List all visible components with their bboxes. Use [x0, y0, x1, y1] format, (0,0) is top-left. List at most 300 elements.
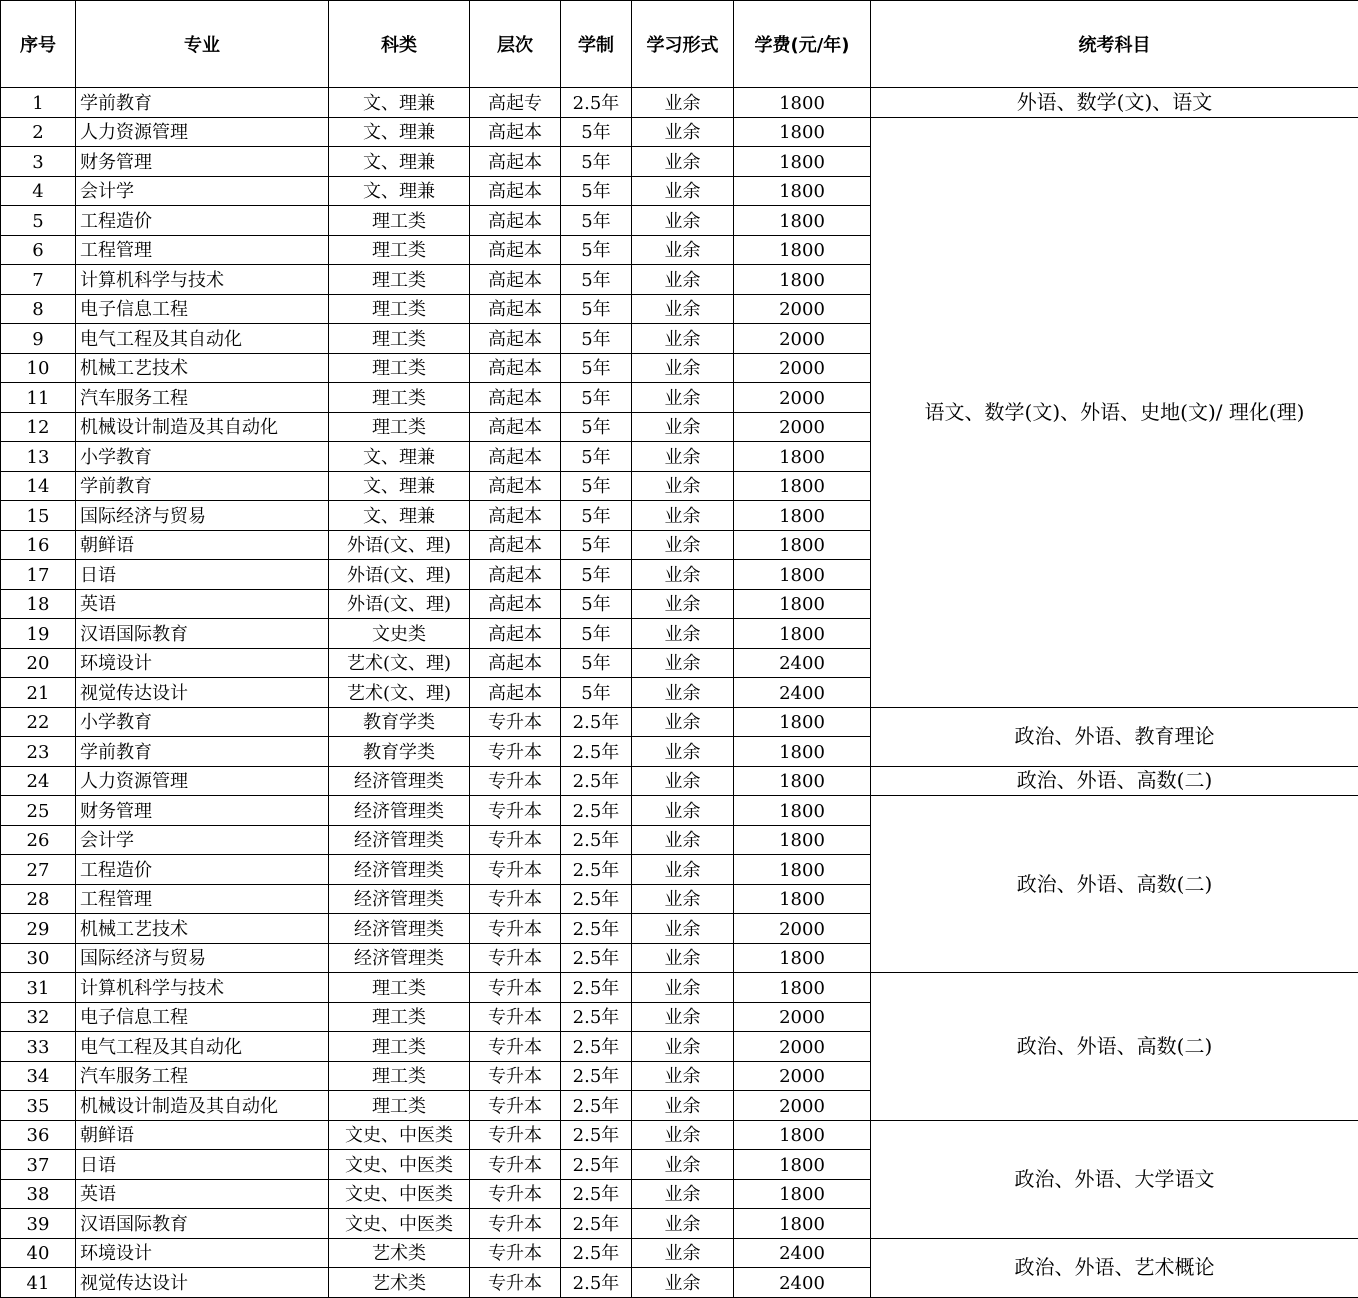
cell-study-mode: 业余 — [632, 1179, 734, 1209]
cell-category: 教育学类 — [329, 707, 470, 737]
cell-seq: 26 — [1, 825, 76, 855]
cell-level: 专升本 — [470, 737, 561, 767]
cell-major: 小学教育 — [76, 442, 329, 472]
cell-duration: 2.5年 — [561, 766, 632, 796]
cell-category: 理工类 — [329, 206, 470, 236]
cell-duration: 5年 — [561, 589, 632, 619]
cell-duration: 5年 — [561, 648, 632, 678]
cell-duration: 2.5年 — [561, 1002, 632, 1032]
cell-seq: 10 — [1, 353, 76, 383]
cell-tuition: 1800 — [734, 1179, 871, 1209]
cell-seq: 12 — [1, 412, 76, 442]
cell-duration: 2.5年 — [561, 884, 632, 914]
table-row — [1, 766, 1358, 796]
cell-tuition: 2400 — [734, 678, 871, 708]
cell-duration: 2.5年 — [561, 855, 632, 885]
cell-tuition: 1800 — [734, 825, 871, 855]
cell-major: 电子信息工程 — [76, 294, 329, 324]
header-tuition: 学费(元/年) — [734, 1, 871, 88]
cell-duration: 5年 — [561, 530, 632, 560]
cell-category: 理工类 — [329, 383, 470, 413]
cell-seq: 31 — [1, 973, 76, 1003]
cell-seq: 5 — [1, 206, 76, 236]
cell-duration: 2.5年 — [561, 737, 632, 767]
cell-category: 文史、中医类 — [329, 1209, 470, 1239]
cell-tuition: 1800 — [734, 471, 871, 501]
cell-tuition: 1800 — [734, 619, 871, 649]
cell-study-mode: 业余 — [632, 914, 734, 944]
cell-major: 学前教育 — [76, 471, 329, 501]
cell-study-mode: 业余 — [632, 1238, 734, 1268]
cell-exam-subjects: 政治、外语、教育理论 — [871, 707, 1358, 766]
cell-study-mode: 业余 — [632, 147, 734, 177]
cell-level: 高起本 — [470, 501, 561, 531]
cell-duration: 2.5年 — [561, 707, 632, 737]
cell-exam-subjects: 政治、外语、高数(二) — [871, 973, 1358, 1121]
header-major: 专业 — [76, 1, 329, 88]
cell-tuition: 2000 — [734, 294, 871, 324]
table-row — [1, 117, 1358, 147]
header-duration: 学制 — [561, 1, 632, 88]
cell-category: 理工类 — [329, 235, 470, 265]
cell-category: 理工类 — [329, 294, 470, 324]
cell-tuition: 2000 — [734, 324, 871, 354]
cell-category: 理工类 — [329, 412, 470, 442]
cell-study-mode: 业余 — [632, 737, 734, 767]
cell-tuition: 1800 — [734, 943, 871, 973]
cell-seq: 30 — [1, 943, 76, 973]
cell-study-mode: 业余 — [632, 619, 734, 649]
cell-level: 专升本 — [470, 1032, 561, 1062]
cell-level: 高起本 — [470, 147, 561, 177]
cell-category: 文史、中医类 — [329, 1120, 470, 1150]
cell-level: 专升本 — [470, 943, 561, 973]
cell-study-mode: 业余 — [632, 796, 734, 826]
cell-major: 环境设计 — [76, 1238, 329, 1268]
cell-major: 计算机科学与技术 — [76, 973, 329, 1003]
cell-major: 视觉传达设计 — [76, 678, 329, 708]
cell-study-mode: 业余 — [632, 324, 734, 354]
cell-seq: 3 — [1, 147, 76, 177]
cell-seq: 24 — [1, 766, 76, 796]
table-row — [1, 1120, 1358, 1150]
cell-level: 专升本 — [470, 1150, 561, 1180]
cell-tuition: 2400 — [734, 1238, 871, 1268]
cell-tuition: 2000 — [734, 1002, 871, 1032]
cell-study-mode: 业余 — [632, 471, 734, 501]
cell-major: 视觉传达设计 — [76, 1268, 329, 1298]
cell-major: 会计学 — [76, 825, 329, 855]
cell-seq: 27 — [1, 855, 76, 885]
cell-level: 专升本 — [470, 1061, 561, 1091]
cell-category: 艺术(文、理) — [329, 648, 470, 678]
cell-tuition: 1800 — [734, 884, 871, 914]
cell-duration: 2.5年 — [561, 1091, 632, 1121]
cell-seq: 2 — [1, 117, 76, 147]
cell-duration: 5年 — [561, 206, 632, 236]
cell-duration: 5年 — [561, 176, 632, 206]
cell-tuition: 1800 — [734, 766, 871, 796]
table-row — [1, 973, 1358, 1003]
cell-seq: 19 — [1, 619, 76, 649]
cell-study-mode: 业余 — [632, 206, 734, 236]
cell-duration: 2.5年 — [561, 796, 632, 826]
cell-seq: 8 — [1, 294, 76, 324]
cell-tuition: 1800 — [734, 589, 871, 619]
cell-seq: 20 — [1, 648, 76, 678]
cell-seq: 15 — [1, 501, 76, 531]
cell-seq: 7 — [1, 265, 76, 295]
cell-duration: 5年 — [561, 235, 632, 265]
cell-tuition: 1800 — [734, 1120, 871, 1150]
cell-duration: 5年 — [561, 560, 632, 590]
cell-tuition: 1800 — [734, 737, 871, 767]
cell-major: 日语 — [76, 1150, 329, 1180]
cell-category: 文史类 — [329, 619, 470, 649]
cell-duration: 5年 — [561, 501, 632, 531]
cell-level: 高起本 — [470, 176, 561, 206]
cell-duration: 2.5年 — [561, 973, 632, 1003]
cell-category: 文、理兼 — [329, 176, 470, 206]
cell-seq: 35 — [1, 1091, 76, 1121]
cell-study-mode: 业余 — [632, 117, 734, 147]
cell-study-mode: 业余 — [632, 1120, 734, 1150]
cell-tuition: 2000 — [734, 383, 871, 413]
cell-major: 电子信息工程 — [76, 1002, 329, 1032]
cell-study-mode: 业余 — [632, 1268, 734, 1298]
cell-study-mode: 业余 — [632, 648, 734, 678]
cell-level: 高起本 — [470, 353, 561, 383]
cell-duration: 2.5年 — [561, 1268, 632, 1298]
cell-major: 汽车服务工程 — [76, 383, 329, 413]
cell-duration: 2.5年 — [561, 1179, 632, 1209]
cell-tuition: 1800 — [734, 530, 871, 560]
cell-duration: 2.5年 — [561, 88, 632, 118]
cell-category: 经济管理类 — [329, 884, 470, 914]
cell-category: 理工类 — [329, 1032, 470, 1062]
cell-duration: 5年 — [561, 678, 632, 708]
cell-study-mode: 业余 — [632, 825, 734, 855]
header-row — [1, 1, 1358, 88]
cell-level: 专升本 — [470, 855, 561, 885]
cell-study-mode: 业余 — [632, 442, 734, 472]
cell-level: 高起本 — [470, 206, 561, 236]
cell-study-mode: 业余 — [632, 766, 734, 796]
cell-seq: 23 — [1, 737, 76, 767]
cell-duration: 2.5年 — [561, 1238, 632, 1268]
header-level: 层次 — [470, 1, 561, 88]
cell-category: 理工类 — [329, 324, 470, 354]
cell-seq: 38 — [1, 1179, 76, 1209]
cell-exam-subjects: 政治、外语、大学语文 — [871, 1120, 1358, 1238]
cell-duration: 5年 — [561, 265, 632, 295]
cell-level: 专升本 — [470, 1120, 561, 1150]
cell-major: 汽车服务工程 — [76, 1061, 329, 1091]
cell-level: 高起本 — [470, 678, 561, 708]
cell-exam-subjects: 政治、外语、艺术概论 — [871, 1238, 1358, 1297]
cell-study-mode: 业余 — [632, 294, 734, 324]
cell-major: 电气工程及其自动化 — [76, 324, 329, 354]
cell-tuition: 2000 — [734, 1032, 871, 1062]
cell-tuition: 1800 — [734, 147, 871, 177]
cell-category: 理工类 — [329, 1061, 470, 1091]
cell-exam-subjects: 外语、数学(文)、语文 — [871, 88, 1358, 118]
cell-level: 专升本 — [470, 825, 561, 855]
cell-study-mode: 业余 — [632, 412, 734, 442]
cell-major: 学前教育 — [76, 88, 329, 118]
cell-category: 外语(文、理) — [329, 589, 470, 619]
cell-level: 专升本 — [470, 1091, 561, 1121]
cell-seq: 22 — [1, 707, 76, 737]
cell-duration: 2.5年 — [561, 825, 632, 855]
cell-duration: 5年 — [561, 147, 632, 177]
cell-level: 高起本 — [470, 265, 561, 295]
cell-major: 学前教育 — [76, 737, 329, 767]
cell-major: 小学教育 — [76, 707, 329, 737]
cell-category: 文史、中医类 — [329, 1179, 470, 1209]
cell-seq: 6 — [1, 235, 76, 265]
cell-major: 朝鲜语 — [76, 1120, 329, 1150]
cell-study-mode: 业余 — [632, 1061, 734, 1091]
cell-category: 理工类 — [329, 265, 470, 295]
cell-tuition: 1800 — [734, 117, 871, 147]
cell-duration: 5年 — [561, 353, 632, 383]
cell-category: 文、理兼 — [329, 501, 470, 531]
cell-major: 汉语国际教育 — [76, 1209, 329, 1239]
cell-level: 专升本 — [470, 914, 561, 944]
table-row — [1, 796, 1358, 826]
cell-seq: 9 — [1, 324, 76, 354]
cell-category: 经济管理类 — [329, 796, 470, 826]
cell-seq: 37 — [1, 1150, 76, 1180]
cell-level: 高起本 — [470, 294, 561, 324]
cell-tuition: 1800 — [734, 176, 871, 206]
cell-seq: 1 — [1, 88, 76, 118]
cell-study-mode: 业余 — [632, 589, 734, 619]
cell-level: 高起本 — [470, 560, 561, 590]
cell-seq: 25 — [1, 796, 76, 826]
table-row — [1, 88, 1358, 118]
cell-study-mode: 业余 — [632, 235, 734, 265]
table-row — [1, 707, 1358, 737]
cell-major: 工程管理 — [76, 884, 329, 914]
cell-seq: 34 — [1, 1061, 76, 1091]
cell-exam-subjects: 政治、外语、高数(二) — [871, 766, 1358, 796]
cell-study-mode: 业余 — [632, 530, 734, 560]
cell-study-mode: 业余 — [632, 943, 734, 973]
cell-duration: 2.5年 — [561, 1032, 632, 1062]
cell-duration: 5年 — [561, 412, 632, 442]
cell-study-mode: 业余 — [632, 678, 734, 708]
cell-category: 文、理兼 — [329, 442, 470, 472]
cell-level: 高起本 — [470, 324, 561, 354]
cell-category: 理工类 — [329, 1091, 470, 1121]
cell-level: 高起专 — [470, 88, 561, 118]
cell-category: 文、理兼 — [329, 471, 470, 501]
cell-major: 财务管理 — [76, 796, 329, 826]
cell-major: 汉语国际教育 — [76, 619, 329, 649]
cell-tuition: 2000 — [734, 1061, 871, 1091]
cell-category: 艺术类 — [329, 1238, 470, 1268]
table-row — [1, 1238, 1358, 1268]
cell-study-mode: 业余 — [632, 1209, 734, 1239]
cell-tuition: 1800 — [734, 707, 871, 737]
cell-study-mode: 业余 — [632, 353, 734, 383]
cell-major: 机械工艺技术 — [76, 353, 329, 383]
cell-tuition: 1800 — [734, 265, 871, 295]
cell-study-mode: 业余 — [632, 884, 734, 914]
cell-duration: 5年 — [561, 117, 632, 147]
cell-study-mode: 业余 — [632, 1032, 734, 1062]
cell-seq: 39 — [1, 1209, 76, 1239]
cell-duration: 5年 — [561, 442, 632, 472]
cell-major: 会计学 — [76, 176, 329, 206]
cell-level: 专升本 — [470, 1268, 561, 1298]
cell-level: 高起本 — [470, 383, 561, 413]
cell-level: 专升本 — [470, 707, 561, 737]
cell-tuition: 1800 — [734, 206, 871, 236]
cell-duration: 2.5年 — [561, 943, 632, 973]
cell-duration: 5年 — [561, 383, 632, 413]
cell-tuition: 1800 — [734, 442, 871, 472]
cell-category: 外语(文、理) — [329, 560, 470, 590]
cell-level: 高起本 — [470, 412, 561, 442]
cell-category: 文、理兼 — [329, 117, 470, 147]
cell-major: 工程造价 — [76, 206, 329, 236]
cell-duration: 2.5年 — [561, 1061, 632, 1091]
cell-major: 机械设计制造及其自动化 — [76, 1091, 329, 1121]
cell-major: 人力资源管理 — [76, 766, 329, 796]
cell-category: 经济管理类 — [329, 766, 470, 796]
cell-major: 电气工程及其自动化 — [76, 1032, 329, 1062]
cell-tuition: 2000 — [734, 1091, 871, 1121]
cell-category: 理工类 — [329, 353, 470, 383]
cell-duration: 2.5年 — [561, 1209, 632, 1239]
cell-tuition: 1800 — [734, 560, 871, 590]
cell-major: 日语 — [76, 560, 329, 590]
cell-major: 朝鲜语 — [76, 530, 329, 560]
cell-category: 理工类 — [329, 1002, 470, 1032]
cell-tuition: 1800 — [734, 1209, 871, 1239]
cell-major: 人力资源管理 — [76, 117, 329, 147]
cell-category: 经济管理类 — [329, 855, 470, 885]
cell-category: 理工类 — [329, 973, 470, 1003]
cell-category: 文、理兼 — [329, 147, 470, 177]
cell-level: 高起本 — [470, 619, 561, 649]
cell-exam-subjects: 语文、数学(文)、外语、史地(文)/ 理化(理) — [871, 117, 1358, 707]
cell-study-mode: 业余 — [632, 265, 734, 295]
cell-category: 艺术(文、理) — [329, 678, 470, 708]
cell-duration: 5年 — [561, 471, 632, 501]
cell-seq: 13 — [1, 442, 76, 472]
cell-seq: 18 — [1, 589, 76, 619]
cell-level: 高起本 — [470, 648, 561, 678]
cell-study-mode: 业余 — [632, 560, 734, 590]
cell-duration: 2.5年 — [561, 1120, 632, 1150]
cell-tuition: 1800 — [734, 88, 871, 118]
cell-study-mode: 业余 — [632, 1091, 734, 1121]
cell-duration: 5年 — [561, 294, 632, 324]
cell-level: 专升本 — [470, 1209, 561, 1239]
cell-exam-subjects: 政治、外语、高数(二) — [871, 796, 1358, 973]
cell-level: 专升本 — [470, 1002, 561, 1032]
cell-tuition: 2000 — [734, 914, 871, 944]
cell-tuition: 1800 — [734, 1150, 871, 1180]
header-exam-subjects: 统考科目 — [871, 1, 1358, 88]
cell-seq: 36 — [1, 1120, 76, 1150]
cell-major: 机械工艺技术 — [76, 914, 329, 944]
cell-level: 高起本 — [470, 530, 561, 560]
cell-seq: 17 — [1, 560, 76, 590]
cell-seq: 41 — [1, 1268, 76, 1298]
cell-seq: 14 — [1, 471, 76, 501]
cell-tuition: 1800 — [734, 855, 871, 885]
cell-major: 机械设计制造及其自动化 — [76, 412, 329, 442]
header-category: 科类 — [329, 1, 470, 88]
cell-study-mode: 业余 — [632, 501, 734, 531]
cell-study-mode: 业余 — [632, 1002, 734, 1032]
header-study-mode: 学习形式 — [632, 1, 734, 88]
cell-duration: 2.5年 — [561, 1150, 632, 1180]
cell-tuition: 1800 — [734, 235, 871, 265]
cell-study-mode: 业余 — [632, 855, 734, 885]
cell-category: 文史、中医类 — [329, 1150, 470, 1180]
cell-major: 国际经济与贸易 — [76, 501, 329, 531]
cell-category: 外语(文、理) — [329, 530, 470, 560]
cell-seq: 21 — [1, 678, 76, 708]
cell-study-mode: 业余 — [632, 973, 734, 1003]
cell-major: 财务管理 — [76, 147, 329, 177]
cell-duration: 5年 — [561, 619, 632, 649]
cell-major: 工程造价 — [76, 855, 329, 885]
table-body — [1, 88, 1358, 1298]
cell-level: 高起本 — [470, 442, 561, 472]
cell-level: 高起本 — [470, 471, 561, 501]
cell-seq: 33 — [1, 1032, 76, 1062]
cell-tuition: 2000 — [734, 412, 871, 442]
cell-seq: 16 — [1, 530, 76, 560]
cell-major: 英语 — [76, 589, 329, 619]
cell-seq: 28 — [1, 884, 76, 914]
cell-level: 专升本 — [470, 1179, 561, 1209]
cell-category: 文、理兼 — [329, 88, 470, 118]
cell-tuition: 2400 — [734, 1268, 871, 1298]
cell-tuition: 1800 — [734, 501, 871, 531]
cell-category: 艺术类 — [329, 1268, 470, 1298]
cell-major: 国际经济与贸易 — [76, 943, 329, 973]
cell-major: 计算机科学与技术 — [76, 265, 329, 295]
cell-category: 经济管理类 — [329, 825, 470, 855]
cell-level: 专升本 — [470, 973, 561, 1003]
cell-study-mode: 业余 — [632, 707, 734, 737]
cell-category: 教育学类 — [329, 737, 470, 767]
cell-study-mode: 业余 — [632, 176, 734, 206]
cell-duration: 2.5年 — [561, 914, 632, 944]
cell-seq: 40 — [1, 1238, 76, 1268]
header-seq: 序号 — [1, 1, 76, 88]
cell-study-mode: 业余 — [632, 383, 734, 413]
cell-level: 高起本 — [470, 589, 561, 619]
cell-duration: 5年 — [561, 324, 632, 354]
cell-level: 高起本 — [470, 117, 561, 147]
cell-category: 经济管理类 — [329, 914, 470, 944]
cell-level: 高起本 — [470, 235, 561, 265]
cell-tuition: 2400 — [734, 648, 871, 678]
cell-seq: 4 — [1, 176, 76, 206]
cell-level: 专升本 — [470, 796, 561, 826]
cell-study-mode: 业余 — [632, 1150, 734, 1180]
cell-major: 环境设计 — [76, 648, 329, 678]
